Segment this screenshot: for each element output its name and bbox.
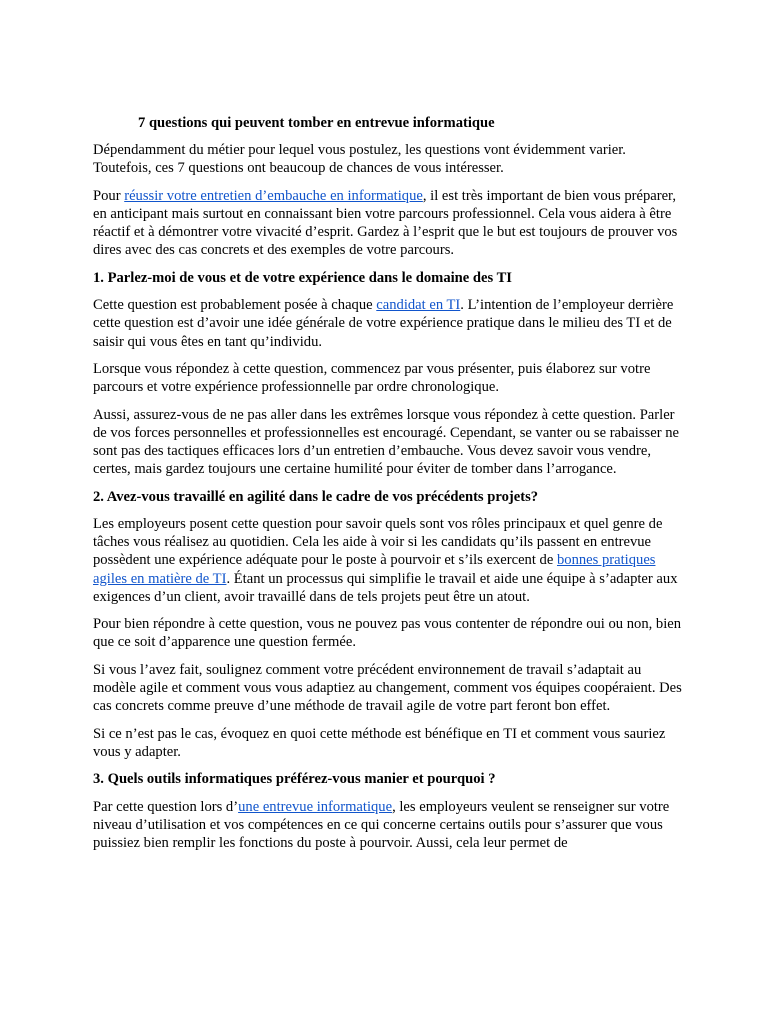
section-1-text-before-link: Cette question est probablement posée à chaque xyxy=(93,297,377,314)
intro-paragraph-1: Dépendamment du métier pour lequel vous postulez, les questions vont évidemment varier. Toutefois, ces 7 questions ont beaucoup de chances de vous intéresser. xyxy=(93,142,626,177)
section-2-paragraph-3: Si vous l’avez fait, soulignez comment votre précédent environnement de travail s’adaptait au modèle agile et comment vous vous adaptiez au changement, comment vos équipes coopéraient. Des cas concrets comme preuve d’une méthode de travail agile de votre part feront bon effet. xyxy=(93,661,682,715)
document-body xyxy=(93,114,687,861)
section-1-text-after-link: . L’intention de l’employeur derrière cette question est d’avoir une idée générale de votre expérience pratique dans le milieu des TI et de saisir qui vous êtes en tant qu’individu. xyxy=(93,297,674,350)
intro-text-before-link: Pour xyxy=(93,187,125,204)
intro-text-after-link: , il est très important de bien vous préparer, en anticipant mais surtout en connaissant bien votre parcours professionnel. Cela vous aidera à être réactif et à démontrer votre vivacité d’esprit. Gardez à l’esprit que le but est toujours de prouver vos dires avec des cas concrets et des exemples de votre parcours. xyxy=(93,187,678,259)
section-3-text-after-link: , les employeurs veulent se renseigner sur votre niveau d’utilisation et vos compétences en ce qui concerne certains outils pour s’assurer que vous puissiez bien remplir les fonctions du poste à pourvoir. Aussi, cela leur permet de xyxy=(93,798,670,851)
link-reussir-entretien[interactable]: réussir votre entretien d’embauche en informatique xyxy=(124,187,423,204)
link-candidat-ti[interactable]: candidat en TI xyxy=(376,297,461,314)
section-2-heading: 2. Avez-vous travaillé en agilité dans le cadre de vos précédents projets? xyxy=(93,488,539,505)
section-2-paragraph-2: Pour bien répondre à cette question, vous ne pouvez pas vous contenter de répondre oui ou non, bien que ce soit d’apparence une question fermée. xyxy=(93,616,682,651)
section-1-heading: 1. Parlez-moi de vous et de votre expérience dans le domaine des TI xyxy=(93,269,512,286)
intro-paragraph-2 xyxy=(93,187,687,260)
section-2-text-after-link: . Étant un processus qui simplifie le travail et aide une équipe à s’adapter aux exigences d’un client, avoir travaillé dans de tels projets peut être un atout. xyxy=(93,570,678,605)
section-3-paragraph-1 xyxy=(93,798,687,853)
section-2-paragraph-1 xyxy=(93,515,687,606)
link-entrevue-informatique[interactable]: une entrevue informatique xyxy=(238,798,393,815)
section-3-heading: 3. Quels outils informatiques préférez-vous manier et pourquoi ? xyxy=(93,771,496,788)
section-1-paragraph-1 xyxy=(93,296,687,351)
section-1-paragraph-3: Aussi, assurez-vous de ne pas aller dans les extrêmes lorsque vous répondez à cette question. Parler de vos forces personnelles et professionnelles est encouragé. Cependant, se vanter ou se rabaisser ne sont pas des tactiques efficaces lors d’un entretien d’embauche. Vous devez savoir vous vendre, certes, mais gardez toujours une certaine humilité pour éviter de tomber dans l’arrogance. xyxy=(93,406,679,478)
section-2-paragraph-4: Si ce n’est pas le cas, évoquez en quoi cette méthode est bénéfique en TI et comment vous sauriez vous y adapter. xyxy=(93,725,666,760)
document-title: 7 questions qui peuvent tomber en entrevue informatique xyxy=(138,115,495,131)
section-2-text-before-link: Les employeurs posent cette question pour savoir quels sont vos rôles principaux et quel genre de tâches vous réalisez au quotidien. Cela les aide à voir si les candidats qu’ils passent en entrevue possèdent une expérience adéquate pour le poste à pourvoir et s’ils exercent de xyxy=(93,515,663,569)
section-1-paragraph-2: Lorsque vous répondez à cette question, commencez par vous présenter, puis élaborez sur votre parcours et votre expérience professionnelle par ordre chronologique. xyxy=(93,360,651,396)
link-bonnes-pratiques-agiles[interactable]: bonnes pratiques agiles en matière de TI xyxy=(93,552,656,587)
section-3-text-before-link: Par cette question lors d’ xyxy=(93,798,239,815)
